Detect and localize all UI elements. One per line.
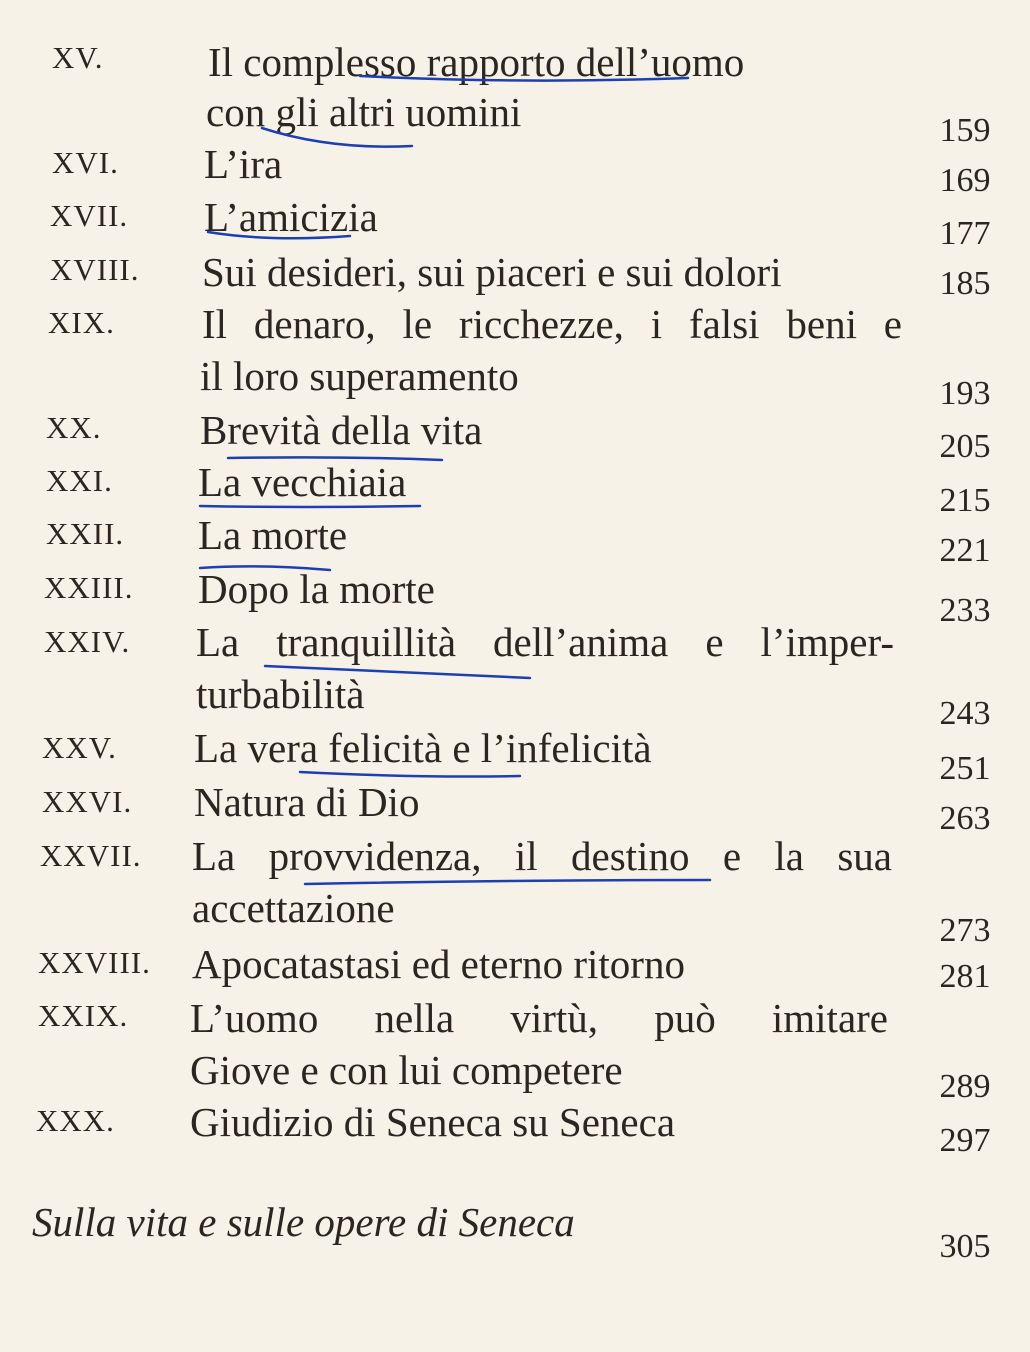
chapter-numeral: XXX. [36,1103,115,1138]
page-number: 281 [939,958,991,995]
page-number: 193 [939,375,991,412]
underline-felicita [300,772,520,777]
page-number: 159 [939,112,991,149]
chapter-title-line: L’amicizia [204,194,378,240]
chapter-title-line: Dopo la morte [198,566,435,612]
chapter-numeral: XVI. [52,145,119,180]
page-number: 221 [939,532,991,569]
chapter-title-line: La provvidenza, il destino e la sua [192,833,892,879]
page-number: 263 [939,800,991,837]
chapter-title-line: Il denaro, le ricchezze, i falsi beni e [202,301,902,347]
page-number: 185 [939,265,991,302]
page-number: 215 [939,482,991,519]
chapter-numeral: XXVI. [42,784,133,819]
chapter-numeral: XX. [46,410,102,445]
chapter-numeral: XV. [52,40,104,75]
chapter-title-line: Giove e con lui competere [190,1047,623,1093]
chapter-title-line: Giudizio di Seneca su Seneca [190,1099,676,1145]
chapter-numeral: XXIV. [44,624,131,659]
chapter-title-line: Natura di Dio [194,779,420,825]
chapter-title-line: La vecchiaia [198,459,407,505]
chapter-numeral: XVIII. [50,252,140,287]
page-number: 251 [939,750,991,787]
page-number: 205 [939,428,991,465]
page-number: 177 [939,215,991,252]
chapter-title-line: Apocatastasi ed eterno ritorno [192,941,685,987]
chapter-numeral: XXV. [42,730,117,765]
chapter-title-line: turbabilità [196,671,365,717]
chapter-title-line: con gli altri uomini [206,89,522,135]
chapter-title-line: L’uomo nella virtù, può imitare [190,995,888,1041]
chapter-title-line: La morte [198,512,348,558]
chapter-numeral: XVII. [50,198,129,233]
chapter-title-line: Il complesso rapporto dell’uomo [208,39,745,85]
chapter-title-line: L’ira [204,141,283,187]
chapter-numeral: XXVII. [40,838,142,873]
page-number: 243 [939,695,991,732]
chapter-title-line: La tranquillità dell’anima e l’imper- [196,619,894,665]
chapter-numeral: XXIII. [44,570,134,605]
chapter-title-line: accettazione [192,885,395,931]
chapter-numeral: XXII. [46,516,125,551]
page-number: 233 [939,592,991,629]
chapter-title-line: Sui desideri, sui piaceri e sui dolori [202,249,782,295]
epilogue-page-number: 305 [939,1228,991,1265]
chapter-numeral: XIX. [48,305,115,340]
chapter-numeral: XXIX. [38,998,129,1033]
chapter-title-line: La vera felicità e l’infelicità [194,725,652,771]
page-number: 273 [939,912,991,949]
chapter-numeral: XXVIII. [38,945,151,980]
page-number: 169 [939,162,991,199]
chapter-title-line: Brevità della vita [200,407,483,453]
chapter-title-line: il loro superamento [200,353,519,399]
chapter-numeral: XXI. [46,463,113,498]
epilogue-title: Sulla vita e sulle opere di Seneca [32,1199,575,1245]
page-number: 297 [939,1122,991,1159]
page-number: 289 [939,1068,991,1105]
underline-vecchiaia [200,506,420,507]
